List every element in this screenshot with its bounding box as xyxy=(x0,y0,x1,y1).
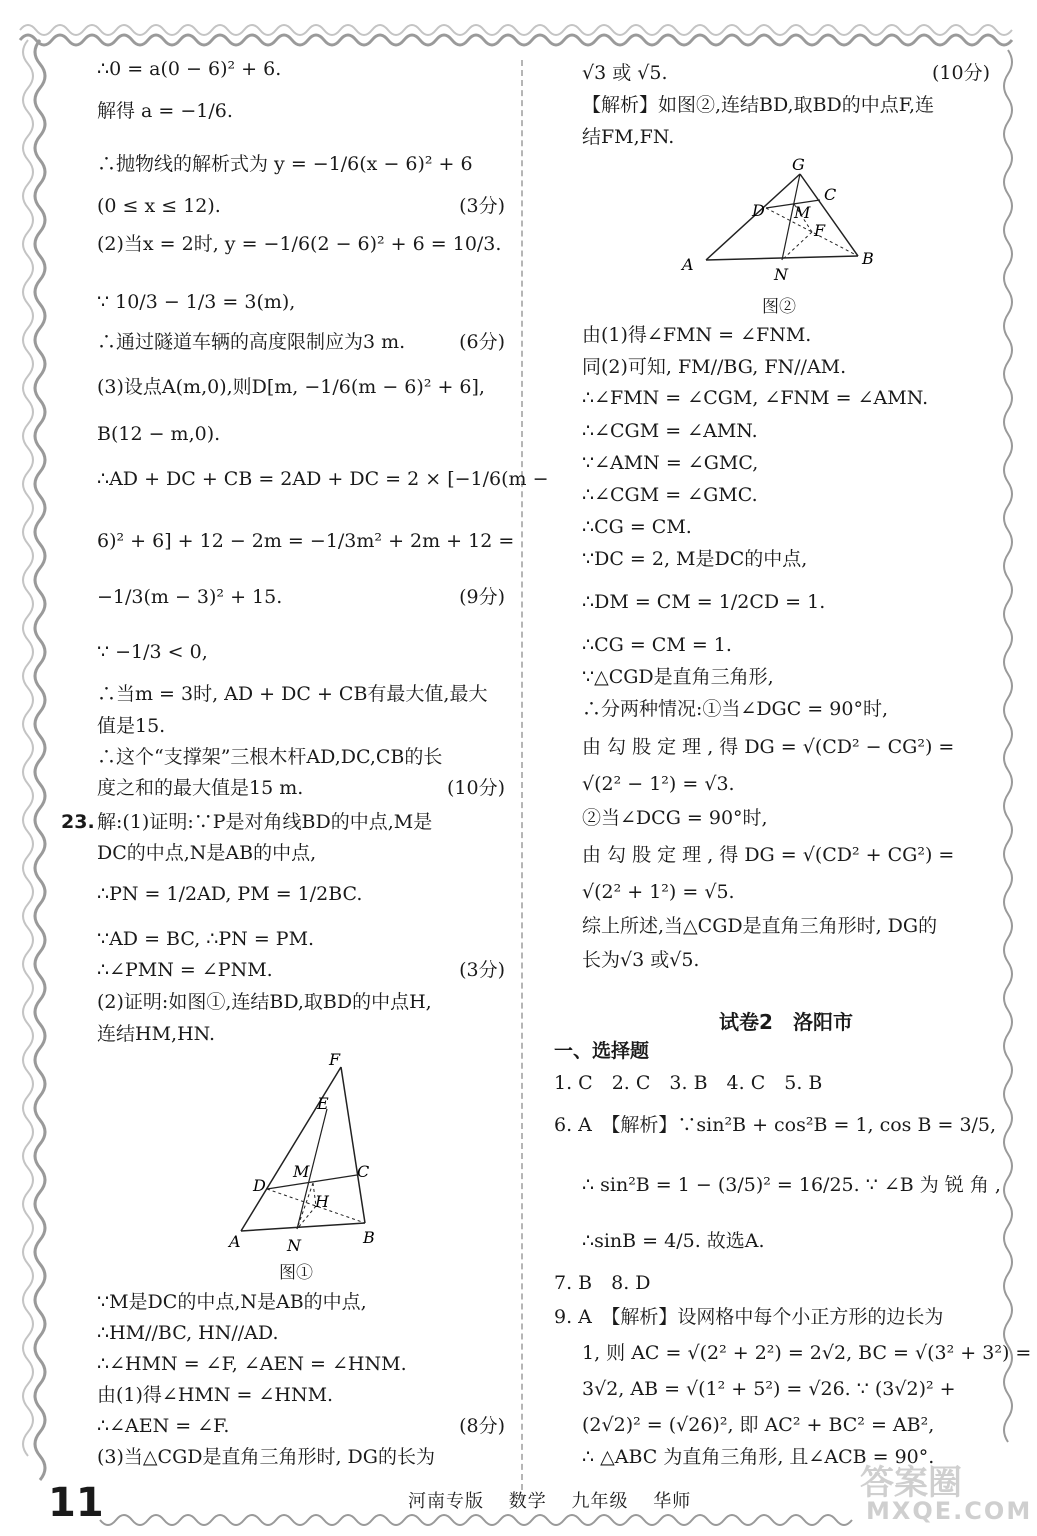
text-line: ∴AD + DC + CB = 2AD + DC = 2 × [−1/6(m − xyxy=(97,468,549,490)
text-line: 连结HM,HN. xyxy=(97,1023,216,1045)
point-label: F xyxy=(329,1051,341,1069)
score-label: (10分) xyxy=(931,62,990,84)
text-line: (3)设点A(m,0),则D[m, −1/6(m − 6)² + 6], xyxy=(97,376,485,398)
text-line: 由 勾 股 定 理 , 得 DG = √(CD² + CG²) = xyxy=(582,844,955,866)
answer-line: 1. C 2. C 3. B 4. C 5. B xyxy=(554,1072,823,1094)
text-line: ②当∠DCG = 90°时, xyxy=(582,807,768,829)
text-line: ∴CG = CM = 1. xyxy=(582,634,732,656)
point-label: E xyxy=(317,1094,329,1113)
text-line: 结FM,FN. xyxy=(582,126,675,148)
text-line: 值是15. xyxy=(97,715,166,737)
text-line: ∴∠AEN = ∠F. xyxy=(97,1415,230,1437)
answer-line: 1, 则 AC = √(2² + 2²) = 2√2, BC = √(3² + 3²) = xyxy=(582,1342,1032,1364)
text-line: ∴当m = 3时, AD + DC + CB有最大值,最大 xyxy=(97,683,488,705)
point-label: A xyxy=(229,1232,241,1251)
text-line: ∵△CGD是直角三角形, xyxy=(582,666,774,688)
text-line: (2)证明:如图①,连结BD,取BD的中点H, xyxy=(97,991,432,1013)
text-line: √3 或 √5. xyxy=(582,62,668,84)
footer-grade: 九年级 xyxy=(571,1491,629,1512)
page-number: 11 xyxy=(48,1480,104,1526)
answer-line: ∴ △ABC 为直角三角形, 且∠ACB = 90°. xyxy=(582,1446,935,1468)
point-label: N xyxy=(774,265,788,284)
text-line: 6)² + 6] + 12 − 2m = −1/3m² + 2m + 12 = xyxy=(97,530,515,552)
watermark-logo xyxy=(860,1455,1033,1525)
point-label: C xyxy=(357,1162,370,1181)
point-label: M xyxy=(293,1162,310,1181)
text-line: ∴0 = a(0 − 6)² + 6. xyxy=(97,58,282,80)
score-label: (10分) xyxy=(446,777,505,799)
text-line: (2)当x = 2时, y = −1/6(2 − 6)² + 6 = 10/3. xyxy=(97,233,502,255)
text-line: ∵∠AMN = ∠GMC, xyxy=(582,452,759,474)
watermark-text: 答案圈 xyxy=(860,1463,962,1503)
text-line: ∴CG = CM. xyxy=(582,516,692,538)
point-label: A xyxy=(682,255,694,274)
question-number: 23. xyxy=(61,811,95,833)
section-title: 试卷2 洛阳市 xyxy=(719,1010,853,1034)
footer-publisher: 华师 xyxy=(653,1491,692,1512)
text-line: ∴∠CGM = ∠AMN. xyxy=(582,420,758,442)
point-label: G xyxy=(792,156,805,174)
text-line: 由 勾 股 定 理 , 得 DG = √(CD² − CG²) = xyxy=(582,736,955,758)
answer-line: 3√2, AB = √(1² + 5²) = √26. ∵ (3√2)² + xyxy=(582,1378,956,1400)
watermark-url: MXQE.COM xyxy=(866,1497,1033,1525)
text-line: 度之和的最大值是15 m. xyxy=(97,777,304,799)
answer-line: 7. B 8. D xyxy=(554,1272,651,1294)
answer-line: ∴sinB = 4/5. 故选A. xyxy=(582,1230,765,1252)
point-label: B xyxy=(363,1228,375,1247)
footer-subject: 数学 xyxy=(508,1491,547,1512)
text-line: ∴DM = CM = 1/2CD = 1. xyxy=(582,591,826,613)
section-heading: 一、选择题 xyxy=(554,1040,650,1062)
text-line: ∵ 10/3 − 1/3 = 3(m), xyxy=(97,291,296,313)
text-line: √(2² + 1²) = √5. xyxy=(582,881,735,903)
answer-line: 9. A 【解析】设网格中每个小正方形的边长为 xyxy=(554,1306,944,1328)
text-line: 解:(1)证明:∵P是对角线BD的中点,M是 xyxy=(97,811,433,833)
footer-info xyxy=(408,1487,709,1513)
point-label: C xyxy=(824,185,837,204)
text-line: ∴∠FMN = ∠CGM, ∠FNM = ∠AMN. xyxy=(582,387,929,409)
answer-line: (2√2)² = (√26)², 即 AC² + BC² = AB², xyxy=(582,1414,935,1436)
point-label: D xyxy=(253,1176,266,1195)
text-line: 【解析】如图②,连结BD,取BD的中点F,连 xyxy=(582,94,935,116)
text-line: B(12 − m,0). xyxy=(97,423,221,445)
column-divider xyxy=(521,60,523,1500)
figure-caption: 图② xyxy=(762,297,796,317)
point-label: B xyxy=(862,249,874,268)
score-label: (9分) xyxy=(459,586,505,608)
text-line: ∴∠PMN = ∠PNM. xyxy=(97,959,273,981)
text-line: 由(1)得∠FMN = ∠FNM. xyxy=(582,324,812,346)
text-line: ∴HM//BC, HN//AD. xyxy=(97,1322,279,1344)
text-line: ∴抛物线的解析式为 y = −1/6(x − 6)² + 6 xyxy=(97,153,473,175)
text-line: ∴∠CGM = ∠GMC. xyxy=(582,484,758,506)
answer-line: ∴ sin²B = 1 − (3/5)² = 16/25. ∵ ∠B 为 锐 角 , xyxy=(582,1174,1001,1196)
score-label: (6分) xyxy=(459,331,505,353)
text-line: ∵AD = BC, ∴PN = PM. xyxy=(97,928,315,950)
footer-edition: 河南专版 xyxy=(408,1491,484,1512)
text-line: 解得 a = −1/6. xyxy=(97,100,233,122)
text-line: DC的中点,N是AB的中点, xyxy=(97,842,317,864)
text-line: ∴分两种情况:①当∠DGC = 90°时, xyxy=(582,698,888,720)
text-line: (3)当△CGD是直角三角形时, DG的长为 xyxy=(97,1446,435,1468)
text-line: ∵DC = 2, M是DC的中点, xyxy=(582,548,808,570)
figure-2 xyxy=(678,156,888,286)
text-line: √(2² − 1²) = √3. xyxy=(582,773,735,795)
score-label: (3分) xyxy=(459,959,505,981)
text-line: ∴∠HMN = ∠F, ∠AEN = ∠HNM. xyxy=(97,1353,407,1375)
point-label: N xyxy=(287,1236,301,1255)
figure-caption: 图① xyxy=(279,1263,313,1283)
text-line: 由(1)得∠HMN = ∠HNM. xyxy=(97,1384,334,1406)
score-label: (8分) xyxy=(459,1415,505,1437)
text-line: −1/3(m − 3)² + 15. xyxy=(97,586,283,608)
answer-line: 6. A 【解析】∵sin²B + cos²B = 1, cos B = 3/5, xyxy=(554,1114,997,1136)
text-line: ∴PN = 1/2AD, PM = 1/2BC. xyxy=(97,883,363,905)
point-label: H xyxy=(315,1192,329,1211)
text-line: 长为√3 或√5. xyxy=(582,949,700,971)
point-label: D xyxy=(752,201,765,220)
point-label: F xyxy=(814,221,826,240)
point-label: M xyxy=(794,203,811,222)
figure-1 xyxy=(225,1051,385,1263)
text-line: ∴这个“支撑架”三根木杆AD,DC,CB的长 xyxy=(97,746,443,768)
text-line: 综上所述,当△CGD是直角三角形时, DG的 xyxy=(582,915,938,937)
text-line: (0 ≤ x ≤ 12). xyxy=(97,195,221,217)
text-line: ∵ −1/3 < 0, xyxy=(97,641,208,663)
text-line: ∵M是DC的中点,N是AB的中点, xyxy=(97,1291,367,1313)
score-label: (3分) xyxy=(459,195,505,217)
text-line: 同(2)可知, FM//BG, FN//AM. xyxy=(582,356,847,378)
text-line: ∴通过隧道车辆的高度限制应为3 m. xyxy=(97,331,406,353)
